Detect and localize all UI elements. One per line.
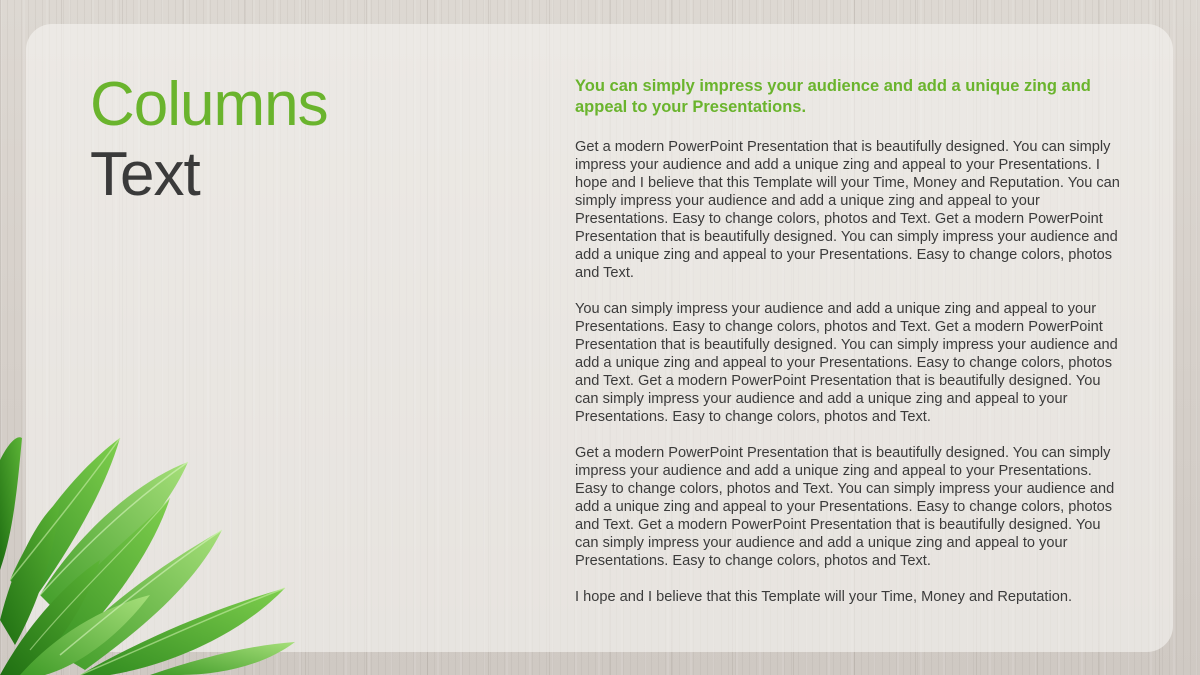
- slide-title: [90, 70, 328, 210]
- headline: You can simply impress your audience and add a unique zing and appeal to your Presentations.: [575, 77, 1091, 116]
- green-leaves-icon: [0, 420, 300, 675]
- title-line-columns: Columns: [90, 70, 328, 139]
- text-column: [575, 76, 1120, 624]
- paragraph-4: I hope and I believe that this Template will your Time, Money and Reputation.: [575, 589, 1073, 605]
- title-line-text: Text: [90, 140, 200, 209]
- paragraph-3: Get a modern PowerPoint Presentation that is beautifully designed. You can simply impress your audience and add a unique zing and appeal to your Presentations. Easy to change colors, photos and Text. You can simply impress your audience and add a unique zing and appeal to your Presentations. Easy to change colors, photos and Text. Get a modern PowerPoint Presentation that is beautifully designed. You can simply impress your audience and add a unique zing and appeal to your Presentations. Easy to change colors, photos and Text.: [575, 445, 1115, 569]
- paragraph-2: You can simply impress your audience and add a unique zing and appeal to your Presentations. Easy to change colors, photos and Text. Get a modern PowerPoint Presentation that is beautifully designed. You can simply impress your audience and add a unique zing and appeal to your Presentations. Easy to change colors, photos and Text. Get a modern PowerPoint Presentation that is beautifully designed. You can simply impress your audience and add a unique zing and appeal to your Presentations. Easy to change colors, photos and Text.: [575, 301, 1118, 425]
- paragraph-1: Get a modern PowerPoint Presentation that is beautifully designed. You can simply impress your audience and add a unique zing and appeal to your Presentations. I hope and I believe that this Template will your Time, Money and Reputation. You can simply impress your audience and add a unique zing and appeal to your Presentations. Easy to change colors, photos and Text. Get a modern PowerPoint Presentation that is beautifully designed. You can simply impress your audience and add a unique zing and appeal to your Presentations. Easy to change colors, photos and Text.: [575, 139, 1120, 281]
